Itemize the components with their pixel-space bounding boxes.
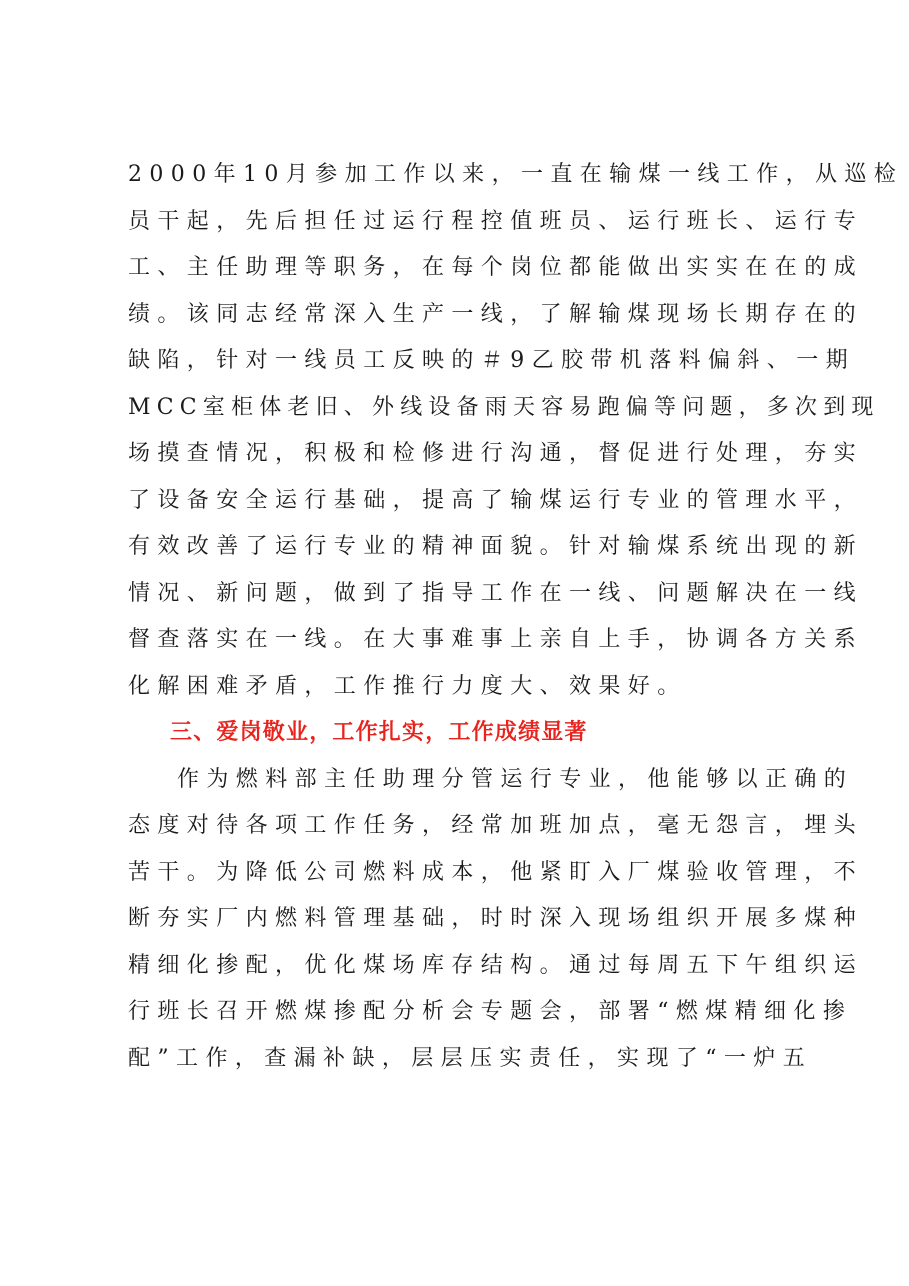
paragraph-line: 2000年10月参加工作以来，一直在输煤一线工作，从巡检 (128, 162, 904, 187)
paragraph-line: 苦干。为降低公司燃料成本，他紧盯入厂煤验收管理，不 (128, 859, 864, 885)
paragraph-line: MCC室柜体老旧、外线设备雨天容易跑偏等问题，多次到现 (128, 394, 880, 420)
document-body (128, 152, 904, 1082)
paragraph-line: 有效改善了运行专业的精神面貌。针对输煤系统出现的新 (128, 534, 864, 559)
paragraph-line: 场摸查情况，积极和检修进行沟通，督促进行处理，夯实 (128, 441, 864, 466)
paragraph-line: 工、主任助理等职务，在每个岗位都能做出实实在在的成 (128, 255, 864, 280)
paragraph-line: 行班长召开燃煤掺配分析会专题会，部署“燃煤精细化掺 (128, 999, 853, 1024)
paragraph-line: 精细化掺配，优化煤场库存结构。通过每周五下午组织运 (128, 952, 864, 978)
paragraph-line: 作为燃料部主任助理分管运行专业，他能够以正确的 (177, 766, 854, 792)
paragraph-line: 督查落实在一线。在大事难事上亲自上手，协调各方关系 (128, 627, 864, 652)
paragraph-line: 缺陷，针对一线员工反映的＃9乙胶带机落料偏斜、一期 (128, 348, 855, 373)
paragraph-line: 断夯实厂内燃料管理基础，时时深入现场组织开展多煤种 (128, 906, 864, 931)
paragraph-line: 绩。该同志经常深入生产一线，了解输煤现场长期存在的 (128, 301, 864, 327)
paragraph-line: 化解困难矛盾，工作推行力度大、效果好。 (128, 673, 687, 699)
section-heading: 三、爱岗敬业，工作扎实，工作成绩显著 (170, 720, 588, 745)
paragraph-line: 配”工作，查漏补缺，层层压实责任，实现了“一炉五 (128, 1045, 813, 1071)
paragraph-line: 了设备安全运行基础，提高了输煤运行专业的管理水平， (128, 487, 864, 513)
paragraph-line: 情况、新问题，做到了指导工作在一线、问题解决在一线 (128, 580, 864, 606)
paragraph-line: 态度对待各项工作任务，经常加班加点，毫无怨言，埋头 (128, 813, 864, 838)
paragraph-line: 员干起，先后担任过运行程控值班员、运行班长、运行专 (128, 208, 864, 234)
